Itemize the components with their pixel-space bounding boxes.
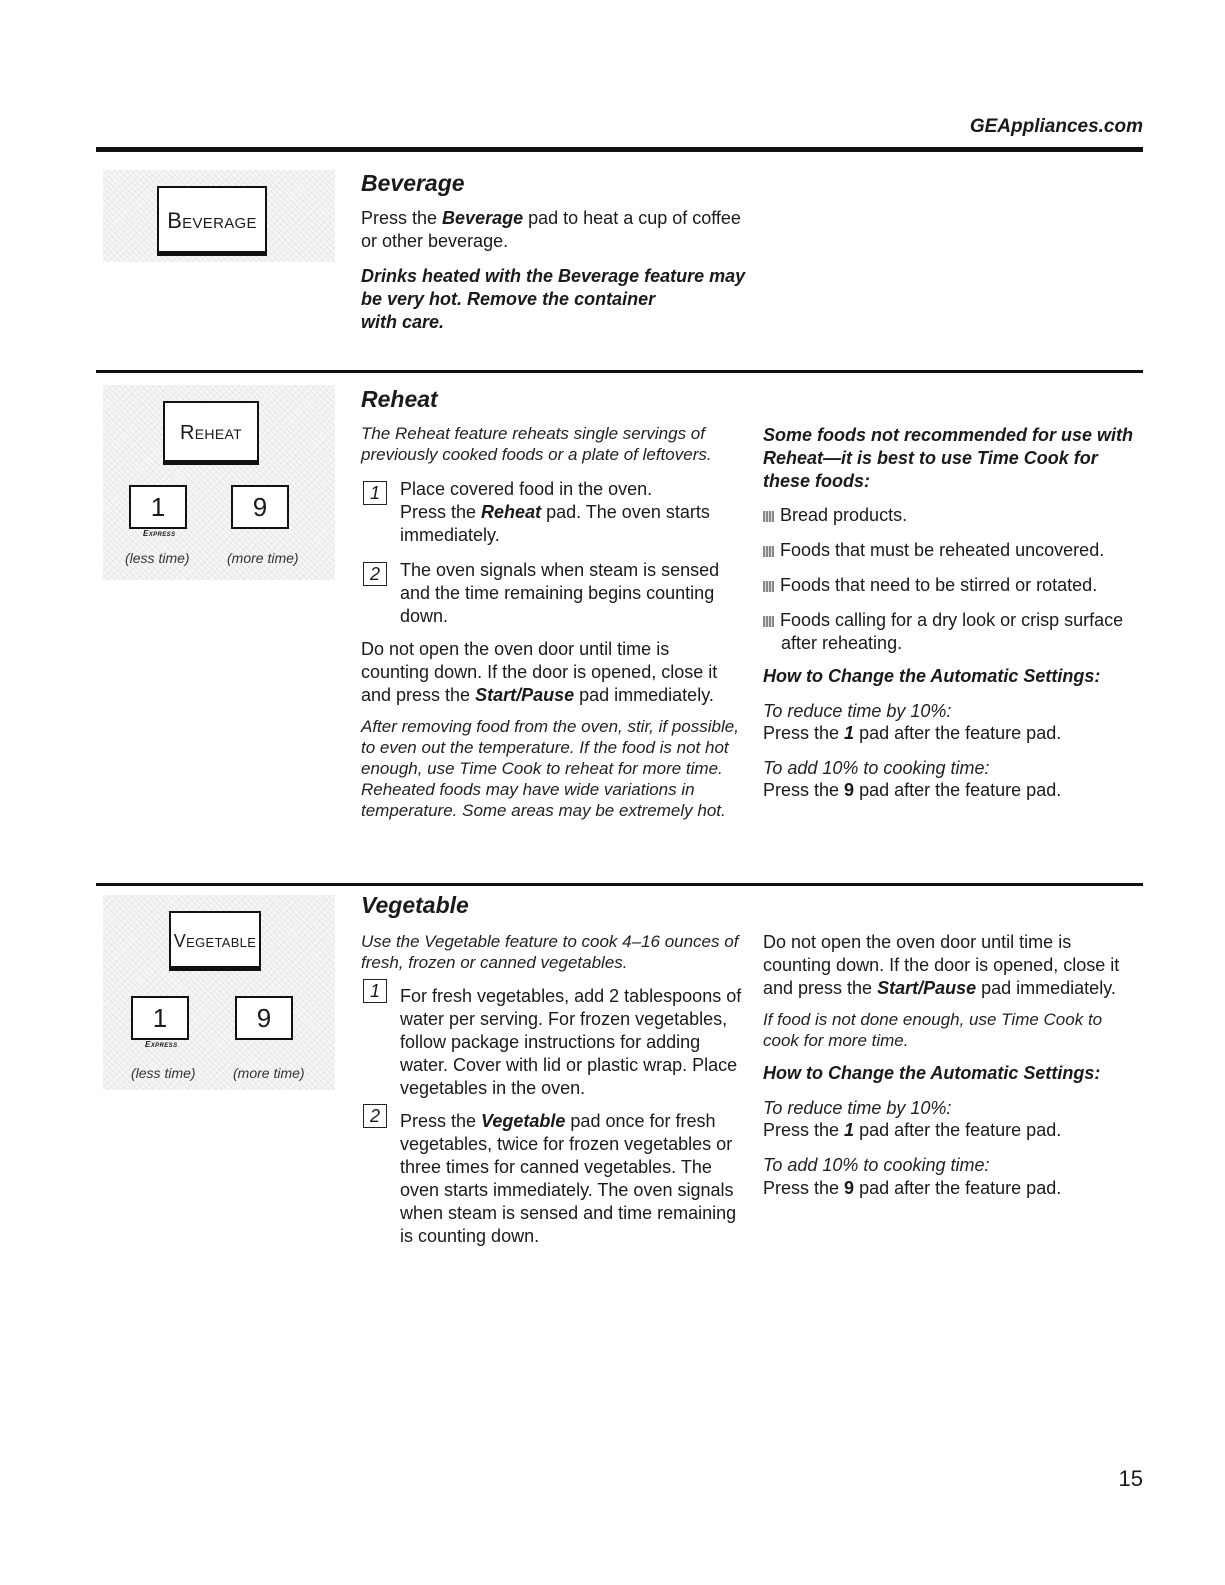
reheat-reduce-text: Press the 1 pad after the feature pad. [763,723,1062,743]
reheat-key-9: 9 [231,485,289,529]
vegetable-add-text: Press the 9 pad after the feature pad. [763,1178,1062,1198]
list-item: Foods calling for a dry look or crisp surface after reheating. [763,609,1143,655]
beverage-warning: Drinks heated with the Beverage feature may be very hot. Remove the container with care. [361,266,746,332]
express-label: Express [145,1040,178,1049]
vegetable-keypad-panel [103,895,335,1090]
vegetable-key-1: 1 [131,996,189,1040]
step-2-icon: 2 [363,562,387,586]
vegetable-not-done: If food is not done enough, use Time Cook to cook for more time. [763,1010,1103,1050]
bullet-icon [763,616,774,627]
reheat-title: Reheat [361,386,438,412]
reheat-pad-label: Reheat [180,421,242,444]
more-time-label: (more time) [227,550,299,566]
vegetable-title: Vegetable [361,892,469,918]
reheat-keypad-panel [103,385,335,580]
less-time-label: (less time) [125,550,190,566]
reheat-add-text: Press the 9 pad after the feature pad. [763,780,1062,800]
reheat-not-recommended: Some foods not recommended for use with Reheat—it is best to use Time Cook for these foods: [763,425,1134,491]
vegetable-reduce-text: Press the 1 pad after the feature pad. [763,1120,1062,1140]
less-time-label: (less time) [131,1065,196,1081]
section-divider [96,370,1143,373]
vegetable-door-note: Do not open the oven door until time is counting down. If the door is opened, close it and press the Start/Pause pad immediately. [763,932,1120,998]
vegetable-pad-label: Vegetable [173,930,257,951]
section-divider [96,883,1143,886]
vegetable-settings-title: How to Change the Automatic Settings: [763,1063,1101,1083]
vegetable-step-2: Press the Vegetable pad once for fresh vegetables, twice for frozen vegetables or three times for canned vegetables. The oven starts immediately. The oven signals when steam is sensed and time remaining is counting down. [400,1111,737,1246]
page-number: 15 [1118,1466,1143,1491]
more-time-label: (more time) [233,1065,305,1081]
reheat-intro: The Reheat feature reheats single servings of previously cooked foods or a plate of leftovers. [361,424,712,464]
bullet-icon [763,581,774,592]
vegetable-intro: Use the Vegetable feature to cook 4–16 ounces of fresh, frozen or canned vegetables. [361,932,739,972]
beverage-description: Press the Beverage pad to heat a cup of coffee or other beverage. [361,208,741,251]
vegetable-key-9: 9 [235,996,293,1040]
vegetable-step-1: For fresh vegetables, add 2 tablespoons of water per serving. For frozen vegetables, follow package instructions for adding water. Cover with lid or plastic wrap. Place vegetables in the oven. [400,986,742,1098]
reheat-after-note: After removing food from the oven, stir, if possible, to even out the temperature. If the food is not hot enough, use Time Cook to reheat for more time. Reheated foods may have wide variations in temperature. Some areas may be extremely hot. [361,717,739,820]
beverage-keypad-panel [103,170,335,262]
list-item: Foods that need to be stirred or rotated. [763,574,1143,597]
reheat-key-1: 1 [129,485,187,529]
vegetable-pad [169,911,261,971]
bullet-icon [763,546,774,557]
reheat-add-label: To add 10% to cooking time: [763,758,990,778]
beverage-pad [157,186,267,256]
reheat-reduce-label: To reduce time by 10%: [763,701,952,721]
reheat-door-note: Do not open the oven door until time is counting down. If the door is opened, close it and press the Start/Pause pad immediately. [361,639,718,705]
reheat-pad [163,401,259,465]
reheat-bullet-list [763,504,1143,655]
reheat-step-2: The oven signals when steam is sensed and the time remaining begins counting down. [400,560,720,626]
reheat-step-1: Place covered food in the oven. Press the Reheat pad. The oven starts immediately. [400,479,710,545]
step-1-icon: 1 [363,481,387,505]
site-url: GEAppliances.com [969,116,1143,137]
vegetable-reduce-label: To reduce time by 10%: [763,1098,952,1118]
beverage-pad-label: Beverage [167,208,257,233]
reheat-settings-title: How to Change the Automatic Settings: [763,666,1101,686]
beverage-title: Beverage [361,170,465,196]
step-2-icon: 2 [363,1104,387,1128]
header-rule [96,147,1143,152]
bullet-icon [763,511,774,522]
step-1-icon: 1 [363,979,387,1003]
express-label: Express [143,529,176,538]
list-item: Bread products. [763,504,1143,527]
list-item: Foods that must be reheated uncovered. [763,539,1143,562]
vegetable-add-label: To add 10% to cooking time: [763,1155,990,1175]
